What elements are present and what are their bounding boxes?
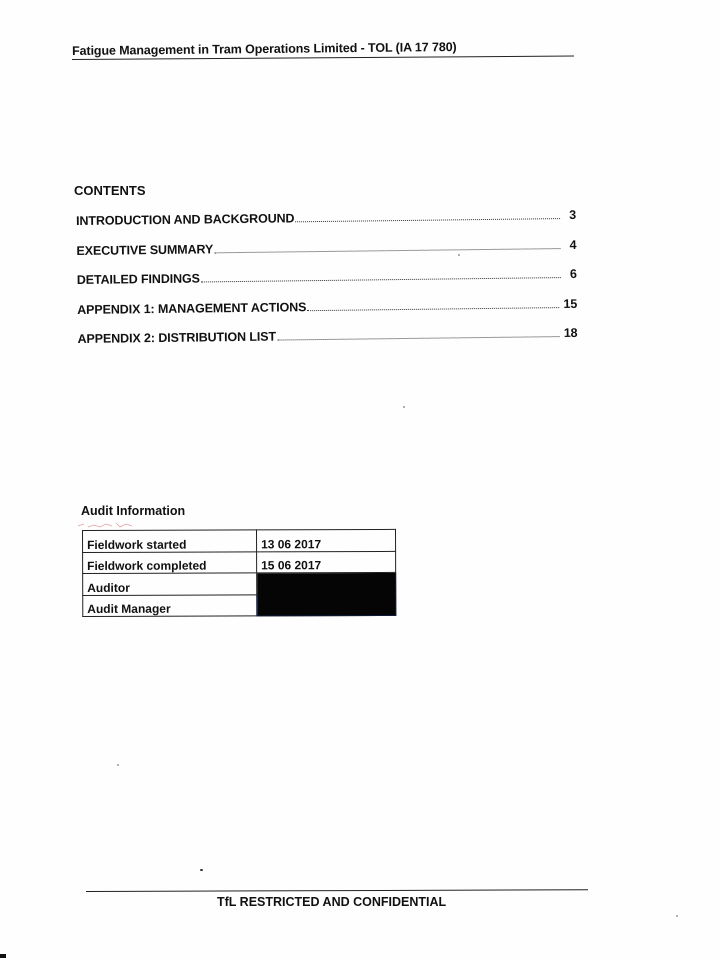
toc-entry-label: EXECUTIVE SUMMARY bbox=[76, 241, 214, 258]
table-row bbox=[83, 529, 396, 552]
scan-edge-mark bbox=[0, 954, 6, 958]
audit-row-label: Fieldwork completed bbox=[83, 551, 257, 573]
toc-entry-label: DETAILED FINDINGS bbox=[76, 271, 200, 287]
audit-row-label: Fieldwork started bbox=[83, 530, 257, 552]
table-row bbox=[83, 572, 396, 595]
toc-entry-appendix-2[interactable] bbox=[77, 326, 577, 362]
toc-entry-page: 18 bbox=[563, 325, 578, 341]
audit-row-value: 13 06 2017 bbox=[257, 529, 396, 551]
handwritten-scribble-mark bbox=[76, 521, 136, 529]
table-of-contents bbox=[76, 208, 578, 362]
audit-row-label: Audit Manager bbox=[83, 594, 257, 616]
toc-entry-page: 6 bbox=[569, 266, 577, 281]
document-header-title: Fatigue Management in Tram Operations Limited - TOL (IA 17 780) bbox=[72, 39, 457, 58]
toc-dot-leader bbox=[214, 248, 560, 253]
toc-dot-leader bbox=[201, 277, 561, 282]
scan-speck bbox=[200, 869, 203, 871]
toc-dot-leader bbox=[295, 218, 560, 222]
scan-speck bbox=[403, 406, 405, 408]
toc-dot-leader bbox=[307, 307, 559, 311]
toc-entry-page: 3 bbox=[569, 207, 577, 222]
audit-row-label: Auditor bbox=[83, 573, 257, 595]
table-row bbox=[83, 551, 396, 574]
toc-entry-page: 4 bbox=[569, 237, 577, 252]
footer-confidentiality-notice: TfL RESTRICTED AND CONFIDENTIAL bbox=[217, 895, 447, 909]
audit-information-table bbox=[82, 529, 396, 617]
redacted-names-block bbox=[257, 572, 396, 615]
toc-dot-leader bbox=[277, 336, 560, 340]
contents-heading: CONTENTS bbox=[74, 183, 146, 198]
toc-entry-label: APPENDIX 1: MANAGEMENT ACTIONS bbox=[77, 299, 307, 317]
toc-entry-label: INTRODUCTION AND BACKGROUND bbox=[76, 211, 295, 228]
toc-entry-label: APPENDIX 2: DISTRIBUTION LIST bbox=[77, 329, 277, 346]
scan-speck bbox=[676, 915, 678, 917]
scan-speck bbox=[117, 764, 119, 766]
footer-rule bbox=[86, 889, 588, 892]
toc-entry-page: 15 bbox=[563, 296, 578, 311]
scan-speck bbox=[458, 254, 460, 256]
audit-information-heading: Audit Information bbox=[81, 504, 186, 518]
audit-row-value: 15 06 2017 bbox=[257, 551, 396, 573]
